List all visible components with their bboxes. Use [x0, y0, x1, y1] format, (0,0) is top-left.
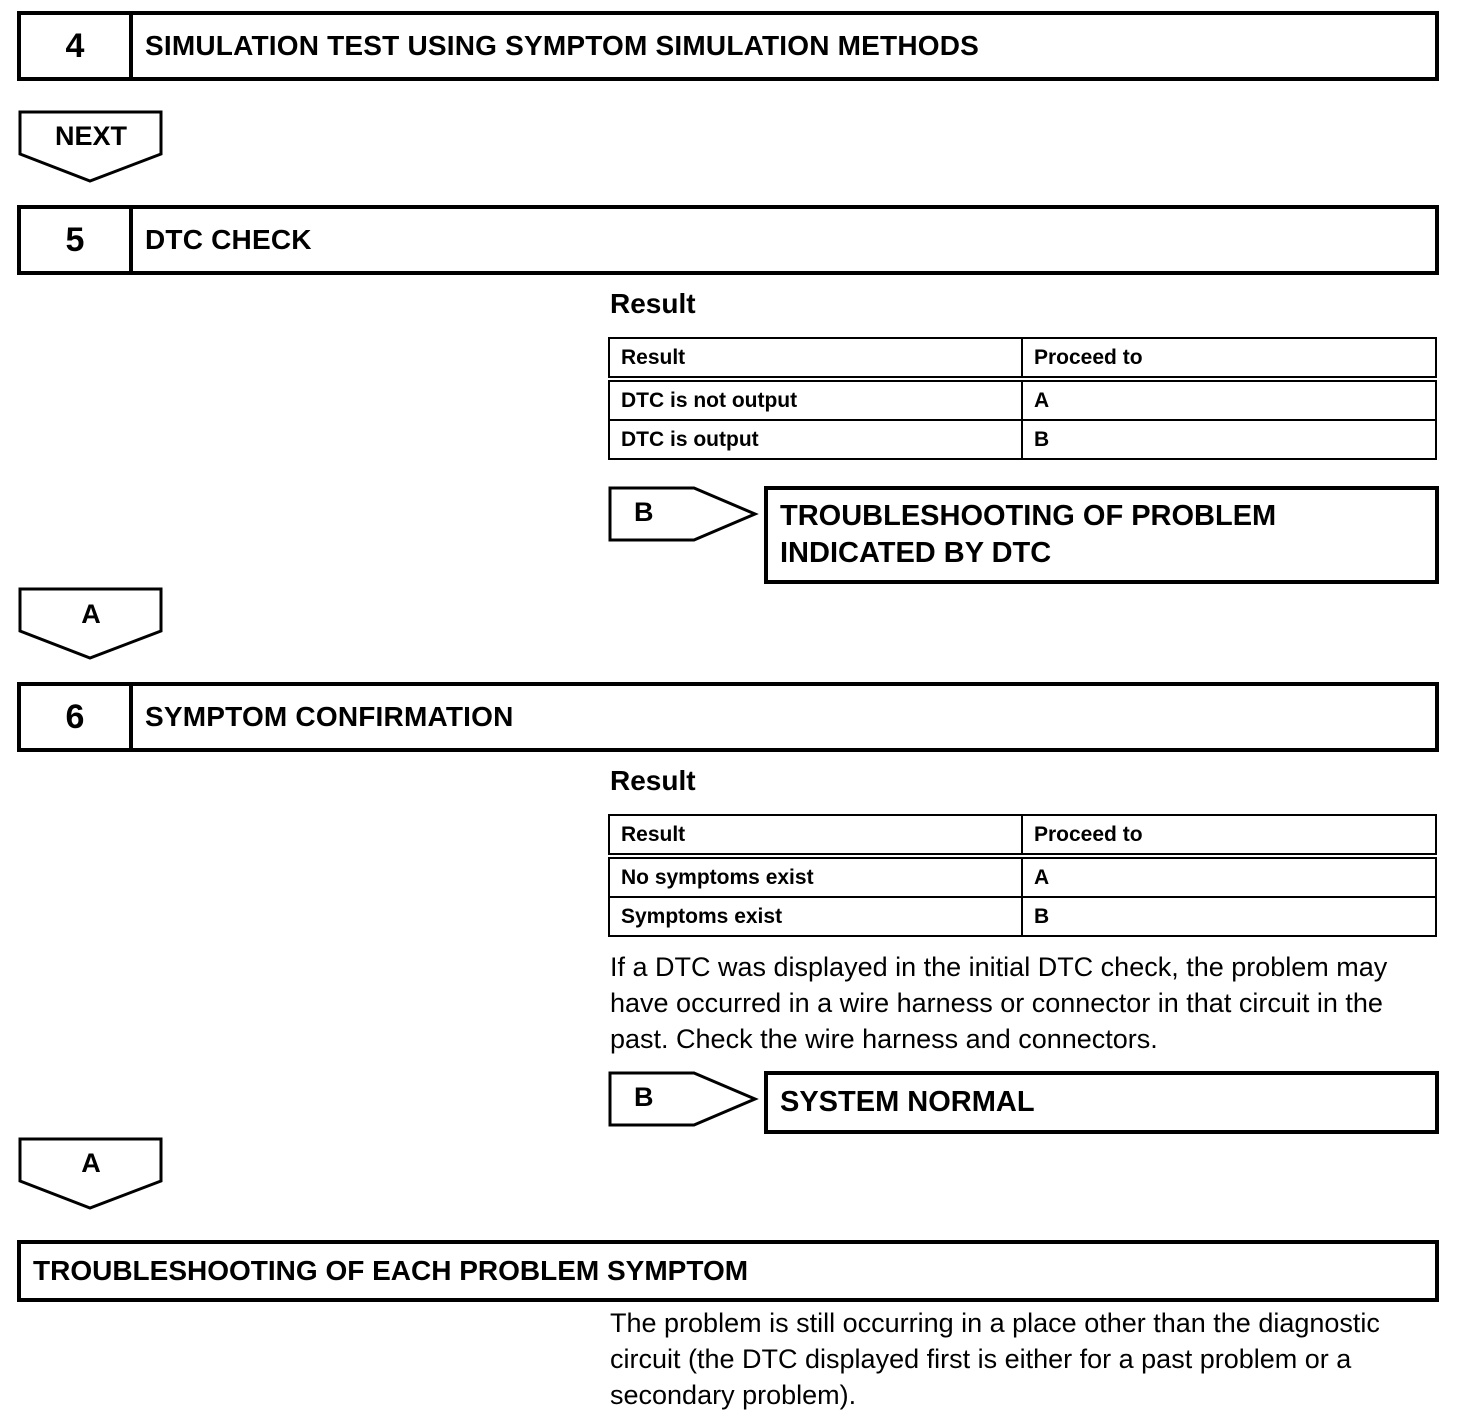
result-table — [608, 814, 1437, 937]
branch-target-box — [764, 1071, 1439, 1134]
table-row — [609, 856, 1436, 897]
branch-target-line: INDICATED BY DTC — [780, 537, 1052, 569]
table-cell: A — [1022, 856, 1436, 897]
branch-target-line: TROUBLESHOOTING OF PROBLEM — [780, 500, 1277, 532]
next-label: NEXT — [54, 121, 127, 151]
down-label: A — [81, 599, 101, 629]
step-number: 5 — [21, 209, 133, 271]
step-title: DTC CHECK — [145, 224, 312, 255]
branch-target-box — [764, 486, 1439, 584]
final-step-title: TROUBLESHOOTING OF EACH PROBLEM SYMPTOM — [33, 1255, 749, 1286]
final-step-header — [17, 1240, 1439, 1302]
table-cell: A — [1022, 379, 1436, 420]
final-note-paragraph: The problem is still occurring in a place other than the diagnostic circuit (the DTC displayed first is either for a past problem or a secondary problem). — [610, 1308, 1380, 1410]
table-header-row — [609, 338, 1436, 379]
branch-label: B — [634, 1082, 654, 1112]
table-header-row — [609, 815, 1436, 856]
branch-arrow-icon — [608, 1070, 760, 1130]
branch-target-text: SYSTEM NORMAL — [780, 1086, 1035, 1118]
table-row — [609, 420, 1436, 459]
step-title: SYMPTOM CONFIRMATION — [145, 701, 514, 732]
table-cell: B — [1022, 420, 1436, 459]
table-cell: B — [1022, 897, 1436, 936]
table-header-cell: Result — [609, 815, 1022, 856]
step-number: 4 — [21, 15, 133, 77]
branch-label: B — [634, 497, 654, 527]
branch-target-text — [780, 498, 1276, 572]
table-header-cell: Proceed to — [1022, 338, 1436, 379]
step-6-header — [17, 682, 1439, 752]
down-label: A — [81, 1148, 101, 1178]
branch-arrow-icon — [608, 485, 760, 545]
table-cell: Symptoms exist — [609, 897, 1022, 936]
step-4-header — [17, 11, 1439, 81]
table-header-cell: Proceed to — [1022, 815, 1436, 856]
step-number: 6 — [21, 686, 133, 748]
note-paragraph: If a DTC was displayed in the initial DTC check, the problem may have occurred in a wire harness or connector in that circuit in the past. Check the wire harness and connectors. — [610, 952, 1388, 1054]
table-row — [609, 897, 1436, 936]
result-heading: Result — [610, 288, 696, 319]
table-cell: DTC is not output — [609, 379, 1022, 420]
table-cell: DTC is output — [609, 420, 1022, 459]
table-cell: No symptoms exist — [609, 856, 1022, 897]
table-row — [609, 379, 1436, 420]
result-table — [608, 337, 1437, 460]
result-heading: Result — [610, 765, 696, 796]
step-title: SIMULATION TEST USING SYMPTOM SIMULATION METHODS — [145, 30, 980, 61]
step-5-header — [17, 205, 1439, 275]
table-header-cell: Result — [609, 338, 1022, 379]
